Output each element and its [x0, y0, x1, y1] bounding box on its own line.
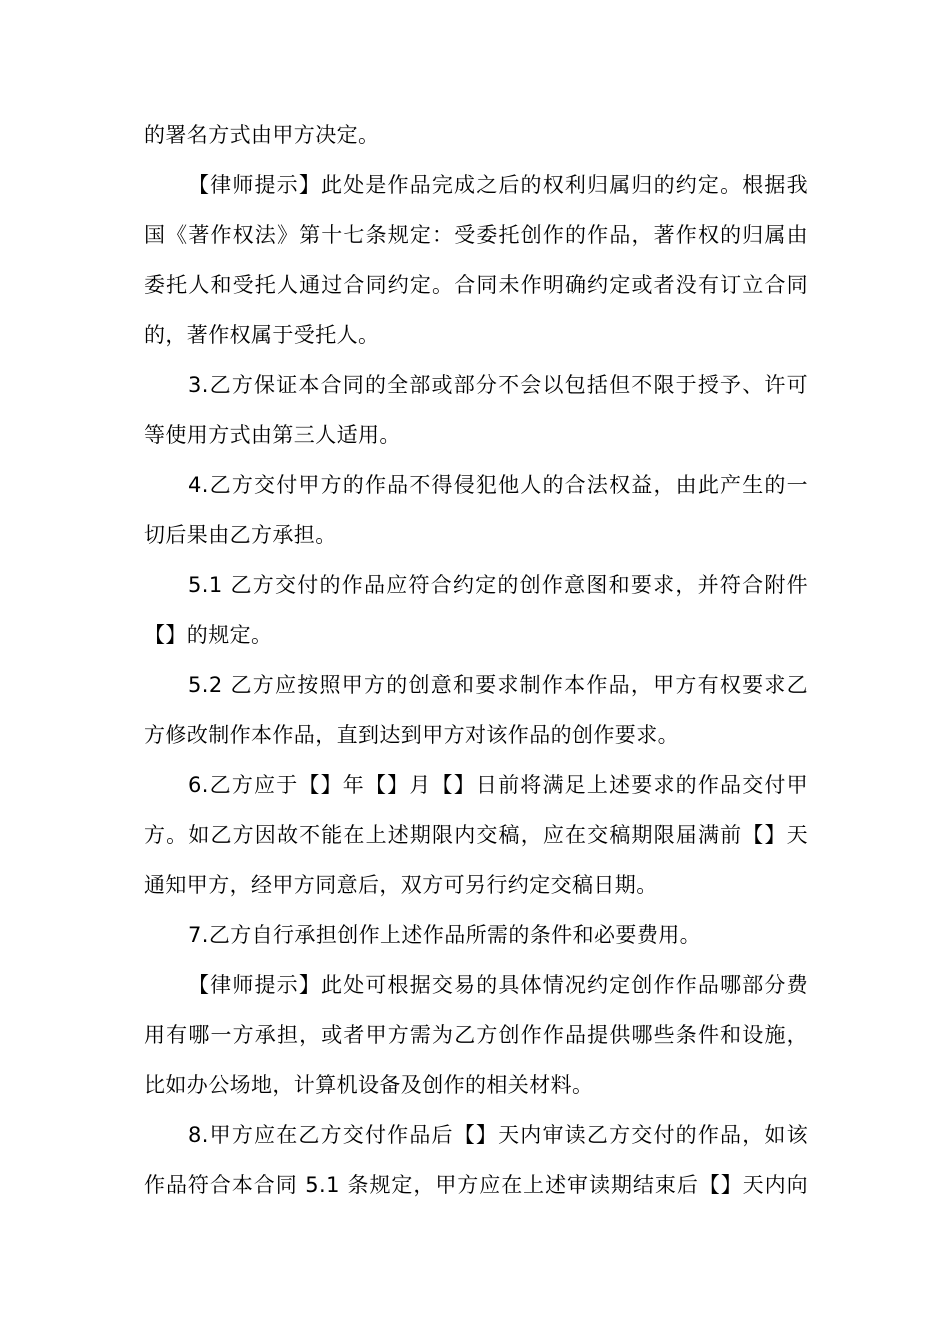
- text-line: 比如办公场地，计算机设备及创作的相关材料。: [144, 1073, 594, 1097]
- text-line: 等使用方式由第三人适用。: [144, 423, 401, 447]
- text-line: 方。如乙方因故不能在上述期限内交稿，应在交稿期限届满前【】天: [144, 823, 808, 847]
- text-line: 5.2 乙方应按照甲方的创意和要求制作本作品，甲方有权要求乙: [188, 673, 808, 697]
- text-line: 8.甲方应在乙方交付作品后【】天内审读乙方交付的作品，如该: [188, 1123, 808, 1147]
- text-line: 【】的规定。: [144, 623, 273, 647]
- text-line: 用有哪一方承担，或者甲方需为乙方创作作品提供哪些条件和设施，: [144, 1023, 808, 1047]
- text-line: 委托人和受托人通过合同约定。合同未作明确约定或者没有订立合同: [144, 273, 808, 297]
- text-line: 3.乙方保证本合同的全部或部分不会以包括但不限于授予、许可: [188, 373, 808, 397]
- text-line: 5.1 乙方交付的作品应符合约定的创作意图和要求，并符合附件: [188, 573, 808, 597]
- text-line: 的署名方式由甲方决定。: [144, 123, 380, 147]
- text-line: 【律师提示】此处可根据交易的具体情况约定创作作品哪部分费: [188, 973, 808, 997]
- text-line: 通知甲方，经甲方同意后，双方可另行约定交稿日期。: [144, 873, 658, 897]
- text-line: 6.乙方应于【】年【】月【】日前将满足上述要求的作品交付甲: [188, 773, 808, 797]
- text-line: 作品符合本合同 5.1 条规定，甲方应在上述审读期结束后【】天内向: [144, 1173, 808, 1197]
- text-line: 的，著作权属于受托人。: [144, 323, 380, 347]
- text-line: 4.乙方交付甲方的作品不得侵犯他人的合法权益，由此产生的一: [188, 473, 808, 497]
- text-line: 【律师提示】此处是作品完成之后的权利归属归的约定。根据我: [188, 173, 808, 197]
- text-line: 切后果由乙方承担。: [144, 523, 337, 547]
- text-line: 7.乙方自行承担创作上述作品所需的条件和必要费用。: [188, 923, 702, 947]
- text-line: 国《著作权法》第十七条规定：受委托创作的作品，著作权的归属由: [144, 223, 808, 247]
- text-line: 方修改制作本作品，直到达到甲方对该作品的创作要求。: [144, 723, 679, 747]
